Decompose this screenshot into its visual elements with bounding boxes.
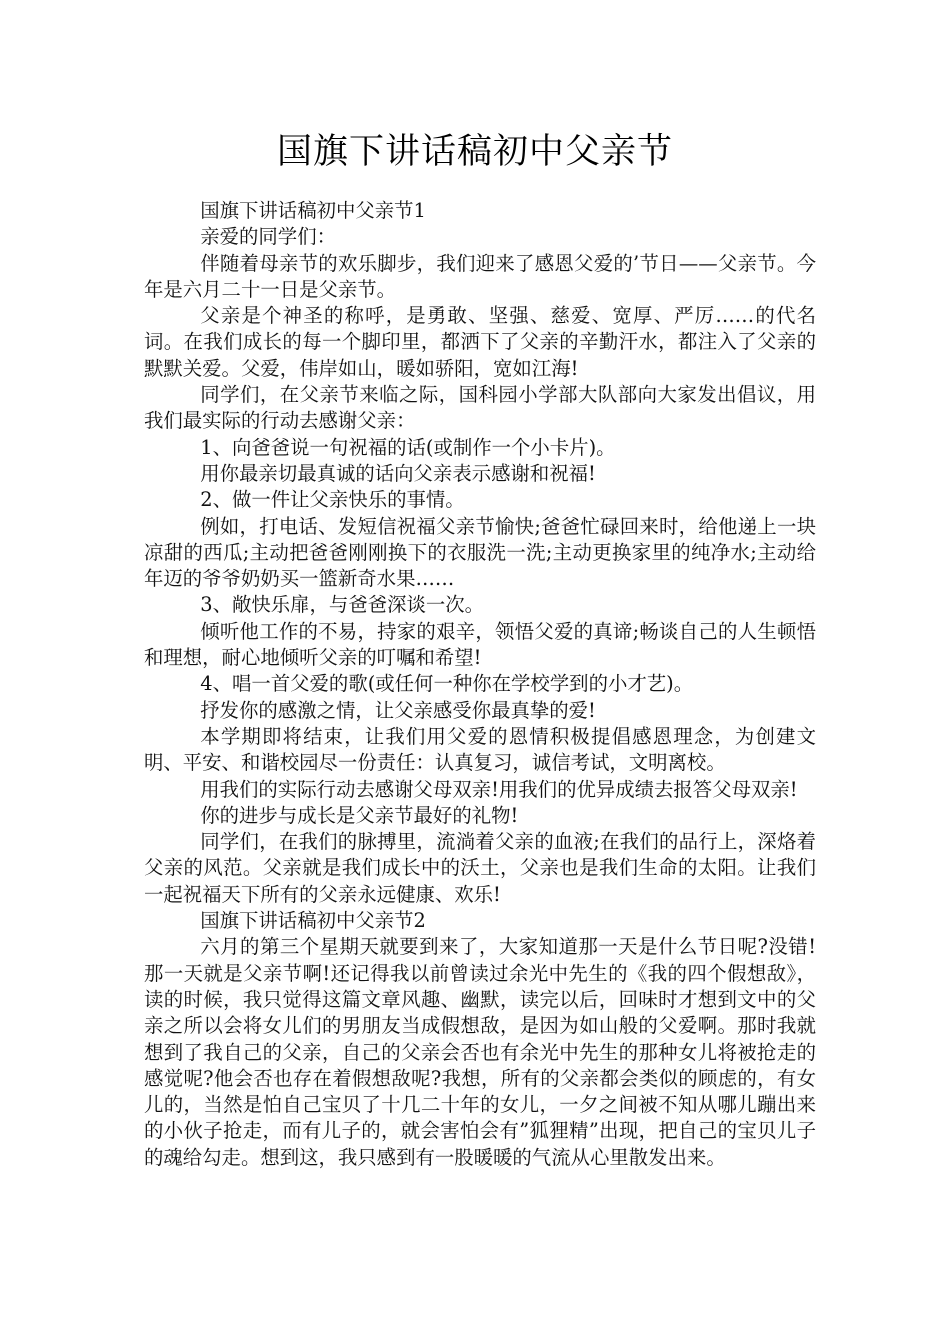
- paragraph: 2、做一件让父亲快乐的事情。: [200, 488, 465, 512]
- document-title: 国旗下讲话稿初中父亲节: [276, 132, 673, 172]
- paragraph: 父亲是个神圣的称呼，是勇敢、坚强、慈爱、宽厚、严厉……的代名词。在我们成长的每一个脚印里，都洒下了父亲的辛勤汗水，都注入了父亲的默默关爱。父爱，伟岸如山，暖如骄阳，宽如江海!: [144, 304, 816, 380]
- paragraph: 抒发你的感激之情，让父亲感受你最真挚的爱!: [200, 698, 596, 722]
- paragraph: 用我们的实际行动去感谢父母双亲!用我们的优异成绩去报答父母双亲!: [200, 777, 798, 801]
- paragraph: 1、向爸爸说一句祝福的话(或制作一个小卡片)。: [200, 435, 616, 459]
- paragraph: 伴随着母亲节的欢乐脚步，我们迎来了感恩父爱的’节日——父亲节。今年是六月二十一日是父亲节。: [144, 251, 816, 301]
- paragraph: 倾听他工作的不易，持家的艰辛，领悟父爱的真谛;畅谈自己的人生顿悟和理想，耐心地倾听父亲的叮嘱和希望!: [144, 619, 816, 670]
- paragraph: 4、唱一首父爱的歌(或任何一种你在学校学到的小才艺)。: [200, 672, 694, 696]
- paragraph: 国旗下讲话稿初中父亲节2: [200, 909, 426, 933]
- paragraph: 3、敞快乐扉，与爸爸深谈一次。: [200, 593, 485, 617]
- paragraph: 用你最亲切最真诚的话向父亲表示感谢和祝福!: [200, 461, 596, 485]
- document-body: [144, 198, 816, 1171]
- paragraph: 亲爱的同学们：: [200, 225, 336, 249]
- paragraph: 国旗下讲话稿初中父亲节1: [200, 199, 426, 222]
- paragraph: 你的进步与成长是父亲节最好的礼物!: [200, 803, 519, 827]
- paragraph: 例如，打电话、发短信祝福父亲节愉快;爸爸忙碌回来时，给他递上一块凉甜的西瓜;主动把爸爸刚刚换下的衣服洗一洗;主动更换家里的纯净水;主动给年迈的爷爷奶奶买一篮新奇水果……: [144, 514, 816, 591]
- paragraph: 六月的第三个星期天就要到来了，大家知道那一天是什么节日呢?没错!那一天就是父亲节啊!还记得我以前曾读过余光中先生的《我的四个假想敌》，读的时候，我只觉得这篇文章风趣、幽默，读完以后，回味时才想到文中的父亲之所以会将女儿们的男朋友当成假想敌，是因为如山般的父爱啊。那时我就想到了我自己的父亲，自己的父亲会否也有余光中先生的那种女儿将被抢走的感觉呢?他会否也存在着假想敌呢?我想，所有的父亲都会类似的顾虑的，有女儿的，当然是怕自己宝贝了十几二十年的女儿，一夕之间被不知从哪儿蹦出来的小伙子抢走，而有儿子的，就会害怕会有”狐狸精”出现，把自己的宝贝儿子的魂给勾走。想到这，我只感到有一股暖暖的气流从心里散发出来。: [144, 935, 816, 1169]
- paragraph: 同学们，在父亲节来临之际，国科园小学部大队部向大家发出倡议，用我们最实际的行动去感谢父亲：: [144, 383, 816, 433]
- paragraph: 本学期即将结束，让我们用父爱的恩情积极提倡感恩理念，为创建文明、平安、和谐校园尽一份责任：认真复习，诚信考试，文明离校。: [144, 724, 816, 775]
- paragraph: 同学们，在我们的脉搏里，流淌着父亲的血液;在我们的品行上，深烙着父亲的风范。父亲就是我们成长中的沃土，父亲也是我们生命的太阳。让我们一起祝福天下所有的父亲永远健康、欢乐!: [144, 830, 816, 906]
